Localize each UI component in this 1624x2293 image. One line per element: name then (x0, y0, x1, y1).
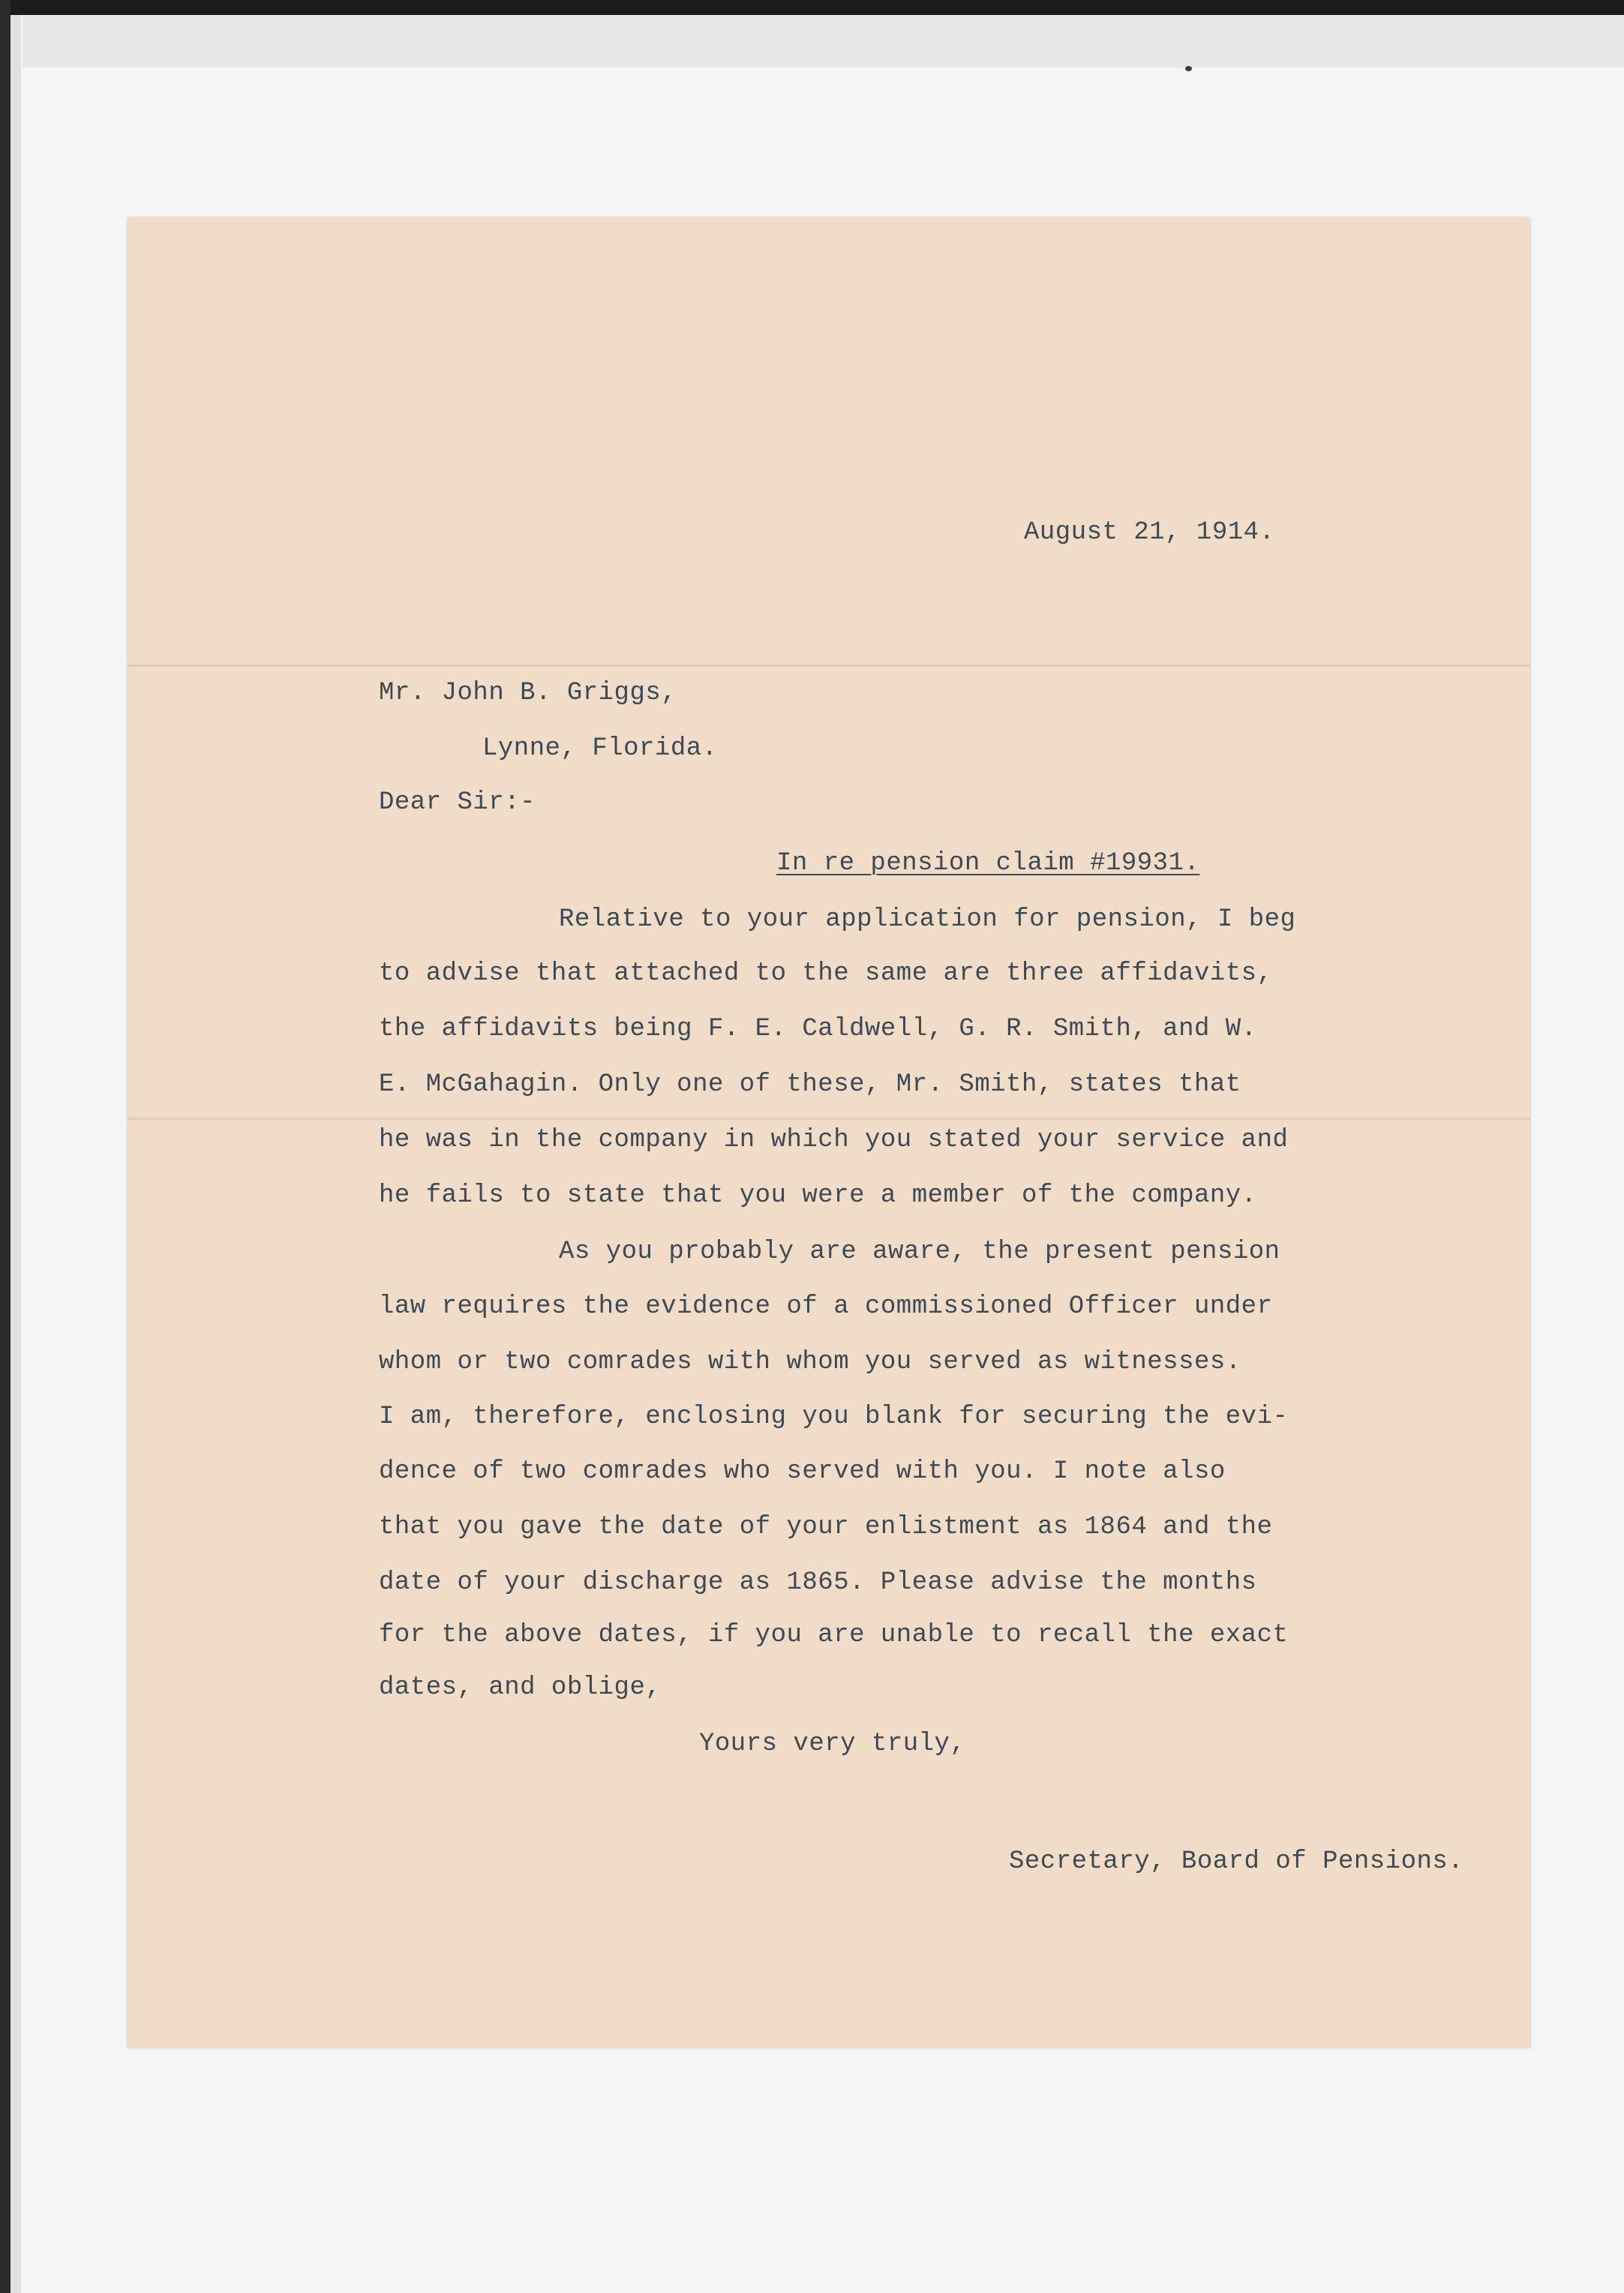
scanner-top-edge (0, 0, 1624, 15)
body-line: E. McGahagin. Only one of these, Mr. Smith, states that (379, 1070, 1241, 1099)
recipient-location: Lynne, Florida. (482, 734, 718, 763)
body-line: Relative to your application for pension, I beg (559, 905, 1296, 934)
body-line: for the above dates, if you are unable to recall the exact (379, 1621, 1289, 1649)
scan-speck (1185, 66, 1192, 71)
body-line: I am, therefore, enclosing you blank for securing the evi- (379, 1403, 1289, 1431)
scanner-left-edge (0, 0, 11, 2293)
body-line: that you gave the date of your enlistment as 1864 and the (379, 1513, 1273, 1541)
scanner-left-strip (11, 15, 21, 2293)
closing: Yours very truly, (699, 1730, 966, 1758)
body-line: he fails to state that you were a member of the company. (379, 1181, 1257, 1210)
body-line: dates, and oblige, (379, 1673, 662, 1702)
letter-date: August 21, 1914. (1024, 518, 1275, 547)
body-line: dence of two comrades who served with you. I note also (379, 1457, 1226, 1486)
fold-line (128, 665, 1530, 667)
body-line: law requires the evidence of a commissioned Officer under (379, 1292, 1273, 1321)
body-line: date of your discharge as 1865. Please advise the months (379, 1568, 1257, 1597)
body-line: he was in the company in which you stated your service and (379, 1126, 1289, 1154)
salutation: Dear Sir:- (379, 788, 536, 817)
body-line: the affidavits being F. E. Caldwell, G. R. Smith, and W. (379, 1015, 1257, 1043)
body-line: As you probably are aware, the present pension (559, 1238, 1280, 1266)
subject-line: In re pension claim #19931. (776, 849, 1200, 878)
body-line: whom or two comrades with whom you served as witnesses. (379, 1348, 1241, 1376)
signature-title: Secretary, Board of Pensions. (1009, 1847, 1464, 1876)
body-line: to advise that attached to the same are three affidavits, (379, 959, 1273, 988)
scanner-top-strip (23, 15, 1624, 68)
fold-line (128, 1118, 1530, 1120)
recipient-name: Mr. John B. Griggs, (379, 679, 677, 707)
